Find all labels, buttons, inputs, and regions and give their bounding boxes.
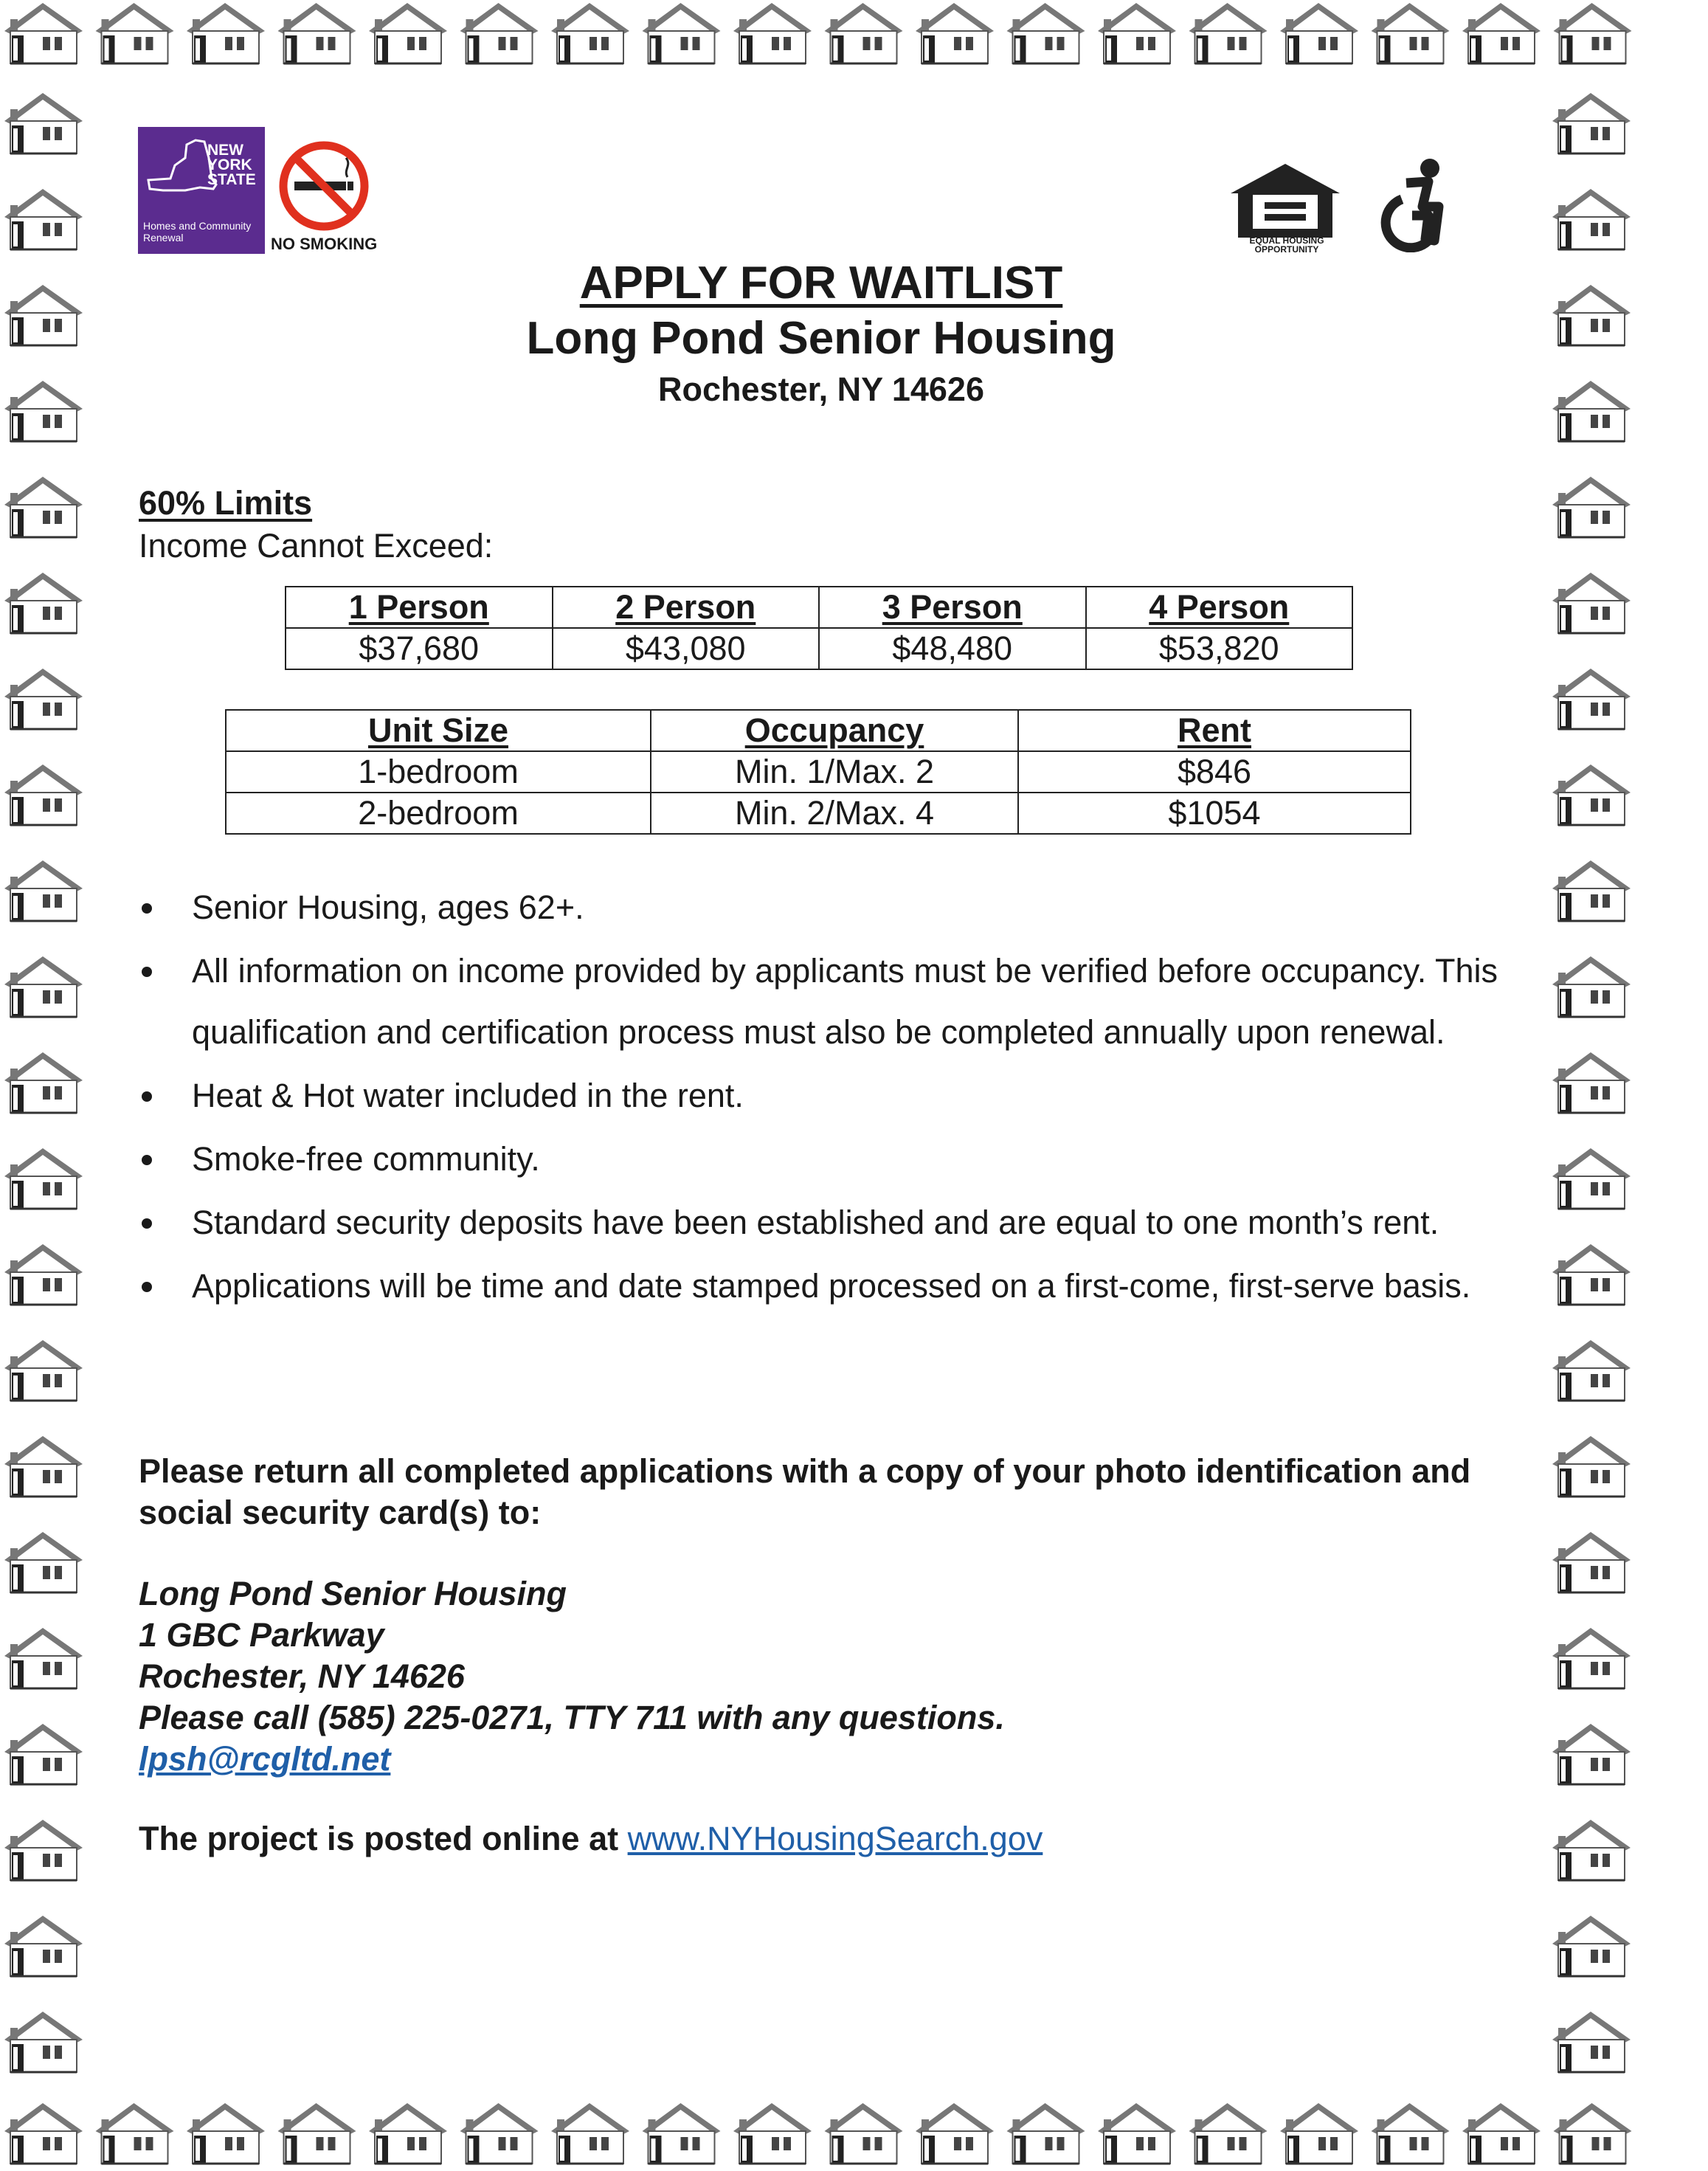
- nys-agency-name: Homes and Community Renewal: [143, 220, 252, 244]
- house-icon: [4, 956, 83, 1017]
- house-icon: [733, 3, 812, 63]
- accessibility-icon: [1377, 158, 1453, 252]
- address-city: Rochester, NY 14626: [139, 1657, 465, 1695]
- bullet-icon: [142, 903, 152, 914]
- table-header-row: [226, 710, 1411, 751]
- house-icon: [4, 1820, 83, 1880]
- house-icon: [733, 2103, 812, 2164]
- table-header-cell: 4 Person: [1086, 587, 1353, 628]
- house-icon: [4, 1052, 83, 1113]
- table-cell: $1054: [1018, 793, 1411, 834]
- house-icon: [1007, 3, 1085, 63]
- table-cell: $53,820: [1086, 628, 1353, 669]
- table-header-cell: 1 Person: [286, 587, 553, 628]
- house-icon: [1372, 3, 1450, 63]
- table-header-row: [286, 587, 1352, 628]
- house-icon: [825, 3, 903, 63]
- house-icon: [460, 3, 539, 63]
- bullet-icon: [142, 967, 152, 977]
- list-item: [139, 940, 1498, 1063]
- housing-search-link[interactable]: www.NYHousingSearch.gov: [627, 1820, 1043, 1857]
- house-icon: [1098, 3, 1176, 63]
- house-icon: [4, 1244, 83, 1305]
- house-icon: [187, 2103, 265, 2164]
- house-icon: [825, 2103, 903, 2164]
- house-icon: [1552, 1532, 1631, 1592]
- house-icon: [1552, 669, 1631, 729]
- list-item-text: Smoke-free community.: [192, 1140, 540, 1178]
- table-header-cell: 3 Person: [819, 587, 1086, 628]
- list-item: [139, 877, 1498, 938]
- house-icon: [1552, 1436, 1631, 1497]
- house-icon: [4, 93, 83, 153]
- house-icon: [96, 3, 174, 63]
- house-icon: [369, 2103, 447, 2164]
- list-item-text: Standard security deposits have been established and are equal to one month’s rent.: [192, 1204, 1439, 1241]
- list-item-text: Heat & Hot water included in the rent.: [192, 1077, 744, 1114]
- house-icon: [1552, 1052, 1631, 1113]
- page-title: APPLY FOR WAITLIST: [579, 258, 1063, 308]
- house-icon: [1007, 2103, 1085, 2164]
- no-smoking-icon: [278, 140, 370, 232]
- house-icon: [4, 477, 83, 537]
- house-icon: [1552, 1820, 1631, 1880]
- return-instructions: Please return all completed applications with a copy of your photo identification and social security card(s) to:: [139, 1452, 1471, 1531]
- house-icon: [460, 2103, 539, 2164]
- house-icon: [551, 2103, 629, 2164]
- table-row: [226, 751, 1411, 793]
- house-icon: [4, 1628, 83, 1688]
- mailing-address: [139, 1573, 1005, 1780]
- house-icon: [1552, 573, 1631, 633]
- house-icon: [4, 860, 83, 921]
- house-icon: [4, 3, 83, 63]
- house-icon: [1552, 477, 1631, 537]
- table-cell: $846: [1018, 751, 1411, 793]
- house-icon: [1552, 956, 1631, 1017]
- no-smoking-label: NO SMOKING: [271, 235, 378, 253]
- house-icon: [1552, 1724, 1631, 1784]
- house-icon: [1552, 1628, 1631, 1688]
- list-item-text: Senior Housing, ages 62+.: [192, 888, 584, 926]
- house-icon: [1552, 1916, 1631, 1976]
- table-cell: 1-bedroom: [226, 751, 651, 793]
- house-icon: [916, 3, 994, 63]
- house-icon: [551, 3, 629, 63]
- table-row: [286, 628, 1352, 669]
- house-icon: [4, 764, 83, 825]
- posted-text: The project is posted online at: [139, 1820, 628, 1857]
- property-name: Long Pond Senior Housing: [526, 313, 1116, 364]
- property-city: Rochester, NY 14626: [658, 370, 984, 408]
- house-icon: [4, 1436, 83, 1497]
- house-icon: [1552, 1340, 1631, 1401]
- table-header-cell: Rent: [1018, 710, 1411, 751]
- house-icon: [4, 189, 83, 249]
- house-icon: [1552, 189, 1631, 249]
- house-icon: [1280, 3, 1358, 63]
- equal-housing-label: EQUAL HOUSING OPPORTUNITY: [1249, 235, 1324, 255]
- list-item: [139, 1192, 1498, 1253]
- house-icon: [1552, 93, 1631, 153]
- table-cell: $48,480: [819, 628, 1086, 669]
- nys-hcr-logo: [138, 127, 265, 254]
- list-item: [139, 1065, 1498, 1126]
- house-icon: [4, 1340, 83, 1401]
- house-icon: [1554, 3, 1632, 63]
- table-header-cell: 2 Person: [553, 587, 820, 628]
- house-icon: [4, 1532, 83, 1592]
- house-icon: [1554, 2103, 1632, 2164]
- house-icon: [1372, 2103, 1450, 2164]
- bullet-icon: [142, 1282, 152, 1292]
- email-link[interactable]: lpsh@rcgltd.net: [139, 1740, 391, 1778]
- table-header-cell: Occupancy: [651, 710, 1018, 751]
- house-icon: [1552, 764, 1631, 825]
- income-limits-table: [285, 586, 1353, 670]
- posted-online-note: [139, 1820, 1043, 1858]
- table-cell: Min. 1/Max. 2: [651, 751, 1018, 793]
- unit-rent-table: [225, 709, 1411, 835]
- house-icon: [1098, 2103, 1176, 2164]
- bullet-icon: [142, 1091, 152, 1102]
- house-icon: [4, 1916, 83, 1976]
- house-icon: [1552, 1148, 1631, 1209]
- table-cell: 2-bedroom: [226, 793, 651, 834]
- house-icon: [278, 3, 356, 63]
- list-item-text: Applications will be time and date stamped processed on a first-come, first-serve basis.: [192, 1267, 1471, 1305]
- contact-phone: Please call (585) 225-0271, TTY 711 with any questions.: [139, 1699, 1005, 1736]
- house-icon: [1552, 2012, 1631, 2072]
- bullet-icon: [142, 1218, 152, 1229]
- house-icon: [643, 2103, 721, 2164]
- house-icon: [187, 3, 265, 63]
- list-item: [139, 1128, 1498, 1190]
- table-cell: Min. 2/Max. 4: [651, 793, 1018, 834]
- feature-list: [139, 877, 1498, 1319]
- house-icon: [96, 2103, 174, 2164]
- address-name: Long Pond Senior Housing: [139, 1575, 567, 1612]
- house-icon: [1189, 2103, 1268, 2164]
- house-icon: [4, 2103, 83, 2164]
- house-icon: [1552, 860, 1631, 921]
- house-icon: [369, 3, 447, 63]
- table-header-cell: Unit Size: [226, 710, 651, 751]
- house-icon: [916, 2103, 994, 2164]
- list-item-text: All information on income provided by applicants must be verified before occupancy. This qualification and certification process must also be completed annually upon renewal.: [192, 952, 1498, 1051]
- house-icon: [278, 2103, 356, 2164]
- bullet-icon: [142, 1155, 152, 1165]
- nys-wordmark: NEW YORK STATE: [207, 142, 256, 188]
- house-icon: [4, 2012, 83, 2072]
- house-icon: [1462, 2103, 1541, 2164]
- house-icon: [4, 669, 83, 729]
- house-icon: [643, 3, 721, 63]
- table-cell: $37,680: [286, 628, 553, 669]
- list-item: [139, 1255, 1498, 1316]
- address-street: 1 GBC Parkway: [139, 1616, 384, 1654]
- house-icon: [1280, 2103, 1358, 2164]
- table-cell: $43,080: [553, 628, 820, 669]
- limits-heading: 60% Limits: [139, 484, 313, 522]
- page-header: [0, 257, 1642, 412]
- house-icon: [4, 573, 83, 633]
- table-row: [226, 793, 1411, 834]
- house-icon: [1189, 3, 1268, 63]
- house-icon: [1462, 3, 1541, 63]
- house-icon: [1552, 1244, 1631, 1305]
- limits-subheading: Income Cannot Exceed:: [139, 527, 494, 565]
- house-icon: [4, 1148, 83, 1209]
- house-icon: [4, 1724, 83, 1784]
